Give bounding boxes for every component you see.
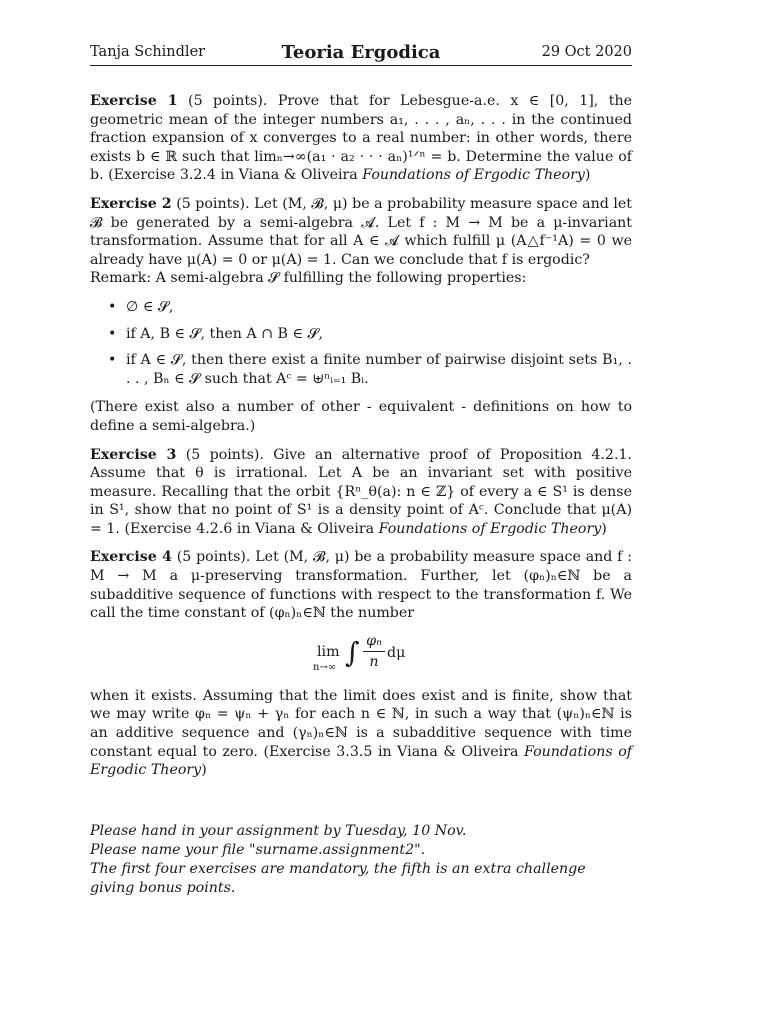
formula-fraction	[363, 633, 385, 670]
exercise-2-remark: Remark: A semi-algebra 𝓢 fulfilling the following properties:	[90, 270, 527, 287]
formula-fraction-bar	[363, 651, 385, 652]
exercise-2	[90, 195, 632, 436]
formula-block	[311, 633, 411, 679]
exercise-3-close: )	[601, 520, 607, 537]
formula-numerator: φₙ	[366, 632, 382, 649]
formula-denominator: n	[369, 653, 379, 670]
instructions-footer	[90, 822, 630, 898]
exercise-4-points: (5 points).	[176, 549, 251, 566]
exercise-2-text	[90, 195, 632, 269]
footer-line-mandatory: The first four exercises are mandatory, the fifth is an extra challenge giving bonus points.	[90, 861, 586, 896]
formula-dmu: dμ	[387, 644, 406, 661]
exercise-1-book: Foundations of Ergodic Theory	[362, 167, 585, 184]
exercise-1-close: )	[584, 167, 591, 184]
list-item: • if A, B ∈ 𝓢, then A ∩ B ∈ 𝓢,	[90, 325, 632, 344]
header-date: 29 Oct 2020	[541, 44, 632, 61]
exercise-1-title: Exercise 1	[90, 93, 178, 109]
exercise-4	[90, 548, 632, 779]
exercise-1-points: (5 points).	[188, 93, 268, 109]
list-item: • ∅ ∈ 𝓢,	[90, 298, 632, 317]
exercise-4-title: Exercise 4	[90, 549, 172, 566]
exercise-1	[90, 92, 632, 185]
exercise-2-after: (There exist also a number of other - equivalent - definitions on how to define a semi-algebra.)	[90, 399, 632, 434]
exercise-3-title: Exercise 3	[90, 446, 177, 463]
formula-lim-subscript: n→∞	[313, 661, 337, 673]
header-rule	[90, 65, 632, 66]
header-author: Tanja Schindler	[90, 44, 206, 61]
exercise-3	[90, 446, 632, 539]
exercise-1-text	[90, 92, 632, 185]
header-title: Teoria Ergodica	[281, 42, 441, 64]
exercise-2-title: Exercise 2	[90, 195, 172, 212]
document-body	[90, 92, 632, 790]
exercise-4-close: )	[201, 762, 207, 779]
exercise-2-body: Let (M, 𝓑, μ) be a probability measure space and let 𝓑 be generated by a semi-algebra 𝓐. Let f : M → M be a μ-invariant transformation. Assume that for all A ∈ 𝓐 which fulfill μ (A△f⁻¹A) = 0 we already have μ(A) = 0 or μ(A) = 1. Can we conclude that f is ergodic?	[90, 195, 632, 268]
exercise-4-body-2	[90, 687, 632, 780]
exercise-1-body: Prove that for Lebesgue-a.e. x ∈ [0, 1], the geometric mean of the integer numbers a₁, . . . , aₙ, . . . in the continued fraction expansion of x converges to a real number: in other words, there exists b ∈ ℝ such that limₙ→∞(a₁ · a₂ · · · aₙ)¹ᐟⁿ = b. Determine the value of b. (Exercise 3.2.4 in Viana & Oliveira	[90, 93, 632, 184]
list-item: • if A ∈ 𝓢, then there exist a finite number of pairwise disjoint sets B₁, . . . , Bₙ ∈ 𝓢 such that Aᶜ = ⊎ⁿᵢ₌₁ Bᵢ.	[90, 351, 632, 388]
exercise-3-book: Foundations of Ergodic Theory	[378, 520, 602, 537]
footer-line-filename: Please name your file "surname.assignment2".	[90, 842, 426, 858]
exercise-4-continuation: when it exists. Assuming that the limit does exist and is finite, show that we may write φₙ = ψₙ + γₙ for each n ∈ ℕ, in such a way that (ψₙ)ₙ∈ℕ is an additive sequence and (γₙ)ₙ∈ℕ is a subadditive sequence with time constant equal to zero. (Exercise 3.3.5 in Viana & Oliveira	[90, 687, 632, 760]
exercise-2-points: (5 points).	[176, 195, 250, 212]
formula-lim: lim	[317, 643, 340, 660]
exercise-4-book: Foundations of Ergodic Theory	[90, 743, 632, 779]
exercise-3-body: Give an alternative proof of Proposition 4.2.1. Assume that θ is irrational. Let A be an invariant set with positive measure. Recalling that the orbit {Rⁿ_θ(a): n ∈ ℤ} of every a ∈ S¹ is dense in S¹, show that no point of S¹ is a density point of Aᶜ. Conclude that μ(A) = 1. (Exercise 4.2.6 in Viana & Oliveira	[90, 446, 633, 537]
exercise-3-text	[90, 446, 632, 539]
footer-line-deadline: Please hand in your assignment by Tuesday, 10 Nov.	[90, 823, 467, 839]
time-constant-formula	[90, 633, 632, 679]
semi-algebra-properties-list	[90, 298, 632, 388]
exercise-4-body: Let (M, 𝓑, μ) be a probability measure space and f : M → M a μ-preserving transformation. Further, let (φₙ)ₙ∈ℕ be a subadditive sequence of functions with respect to the transformation f. We call the time constant of (φₙ)ₙ∈ℕ the number	[90, 549, 633, 622]
exercise-4-text	[90, 548, 632, 622]
exercise-3-points: (5 points).	[185, 446, 264, 463]
formula-integral-sign: ∫	[345, 635, 360, 669]
page-header	[90, 40, 632, 66]
